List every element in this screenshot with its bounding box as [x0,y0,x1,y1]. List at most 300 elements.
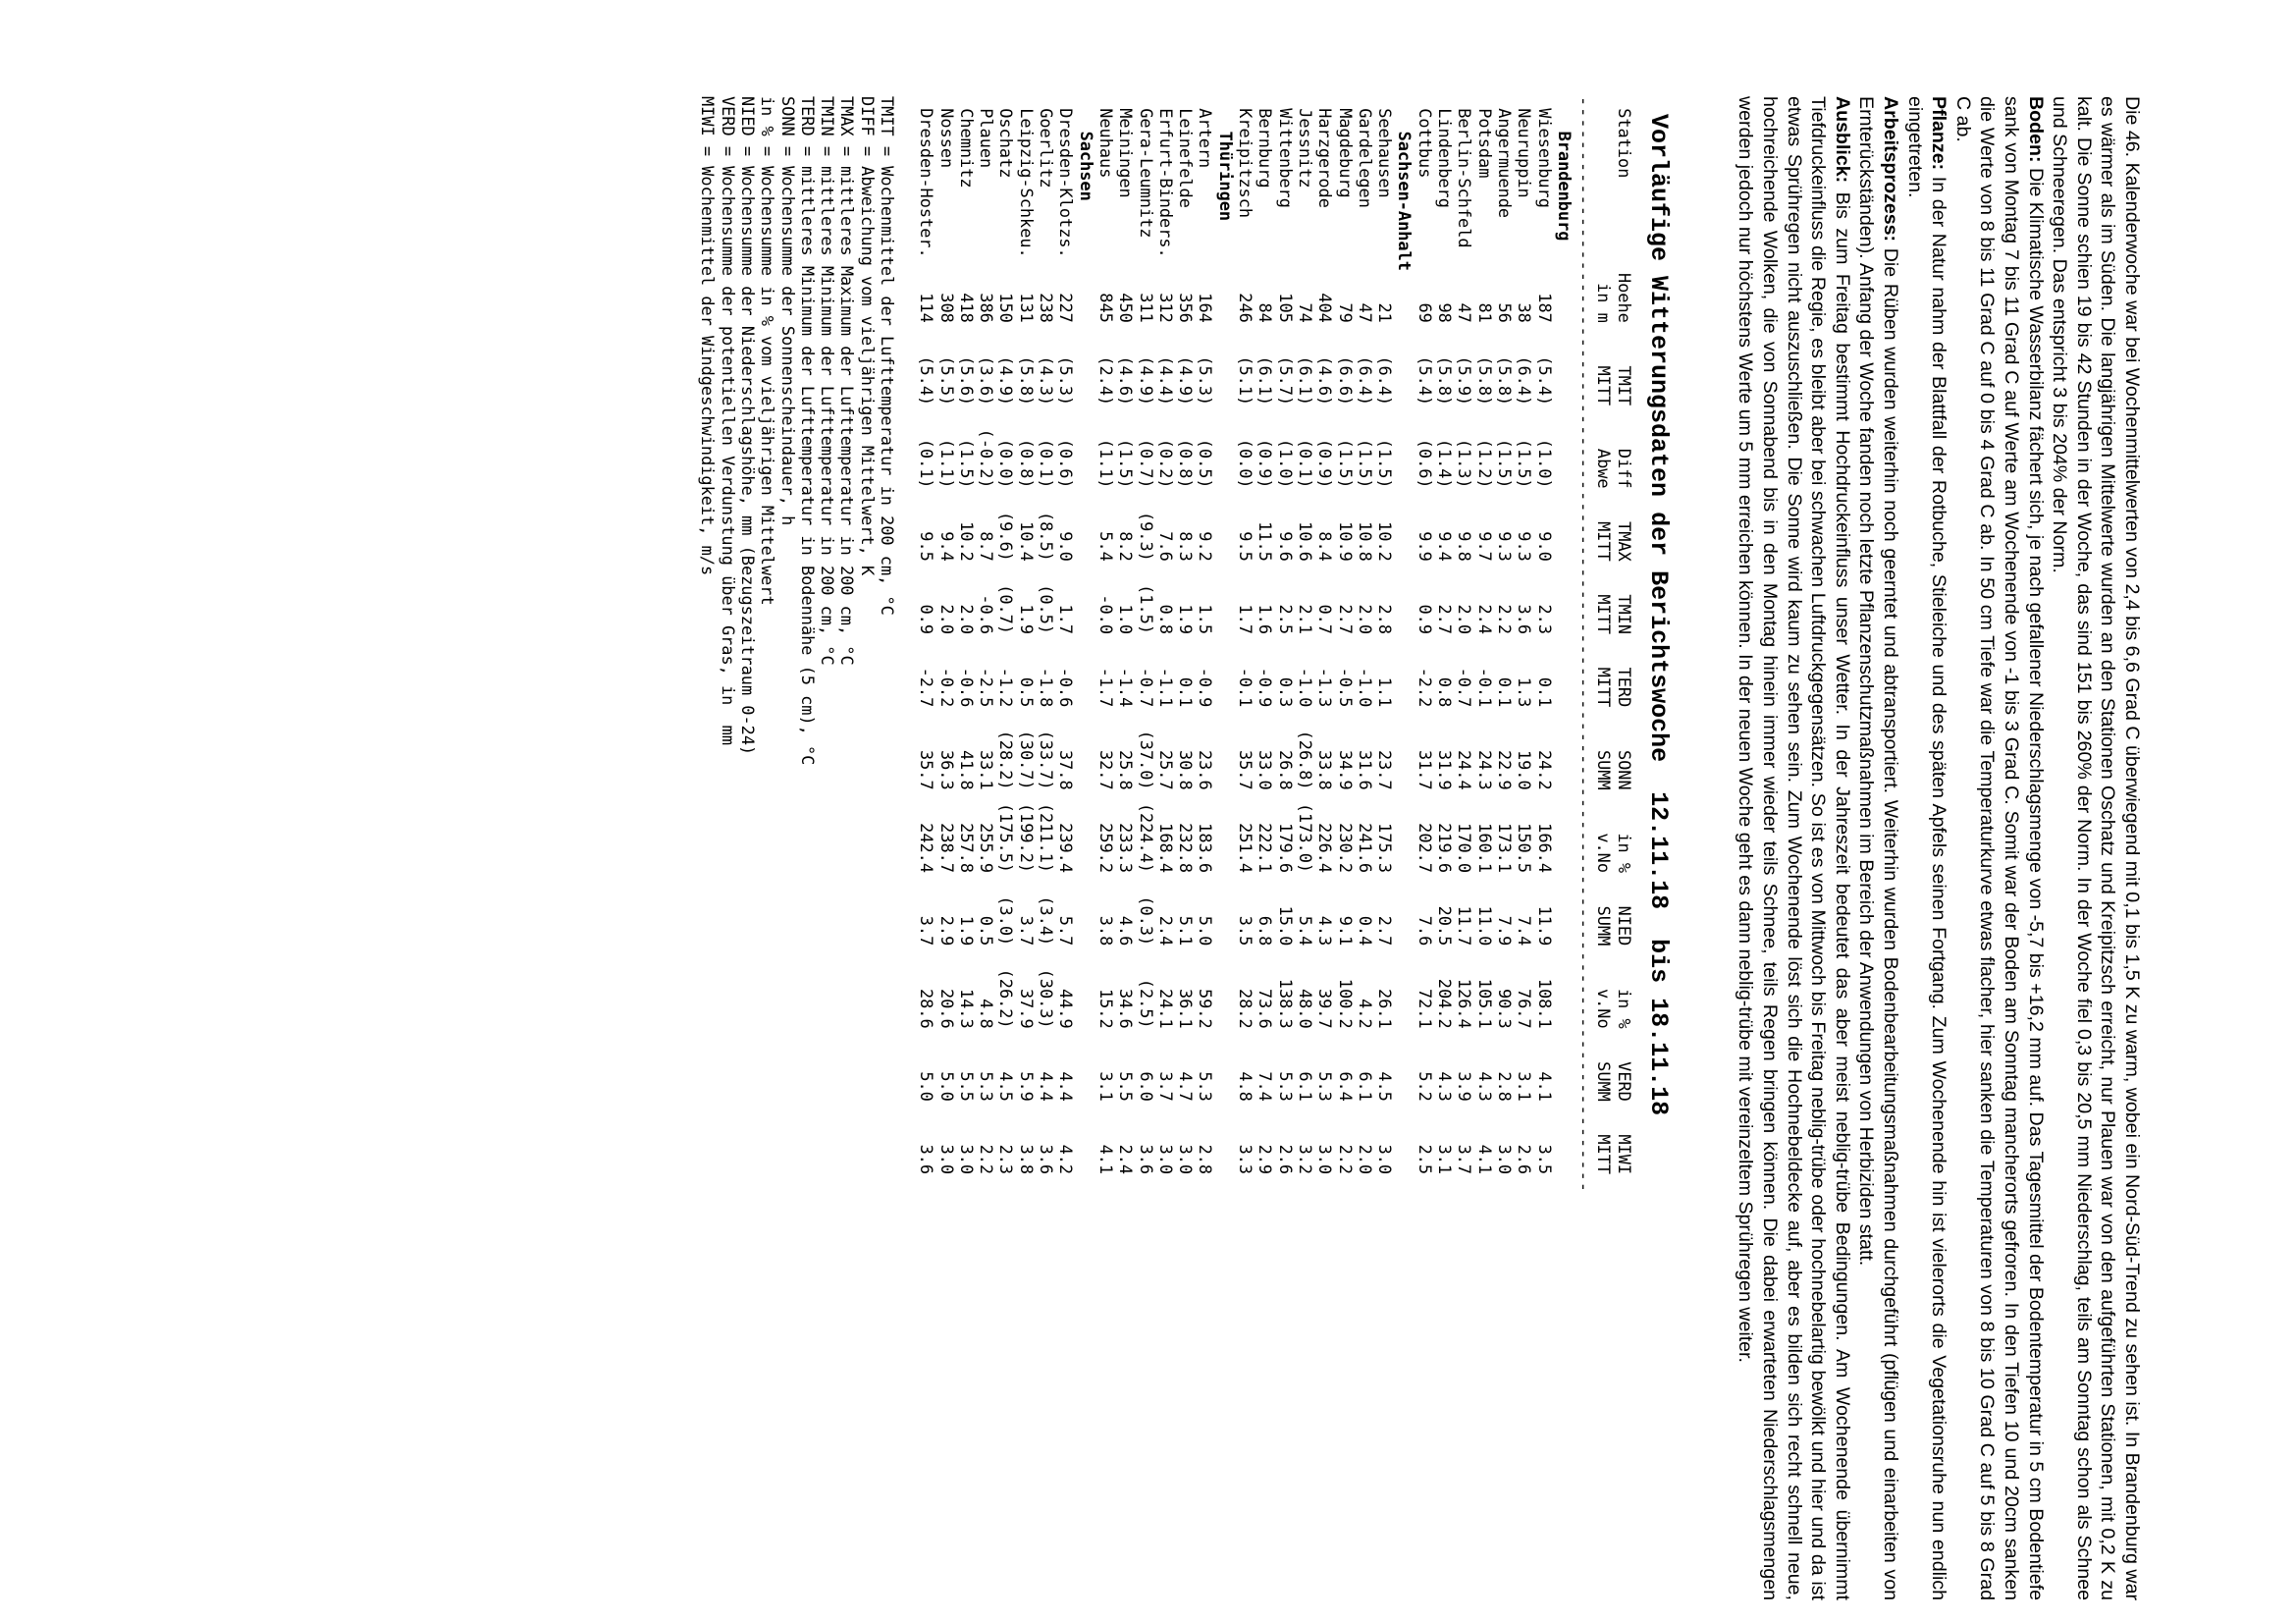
table-cell: 90.3 [1494,988,1515,1029]
table-row [1096,96,1116,1569]
station-name: Gardelegen [1355,108,1375,208]
table-cell: (5.4) [917,355,937,406]
table-cell: 138.3 [1275,978,1296,1029]
station-name: Plauen [977,108,997,169]
table-cell: 0.3 [1275,676,1296,708]
table-cell: 1.9 [956,915,977,947]
state-heading: Thüringen [1215,131,1236,222]
table-cell: 33.8 [1315,749,1336,790]
table-cell: 11.9 [1534,905,1555,947]
table-row [1495,96,1515,1569]
table-cell: 44.9 [1056,988,1077,1029]
table-cell: 241.6 [1355,823,1375,874]
table-row [1296,96,1315,1569]
station-name: Artern [1196,108,1216,169]
table-cell: 0.5 [977,915,997,947]
table-cell: (3.0) [996,895,1017,947]
paragraph-label: Arbeitsprozess: [1880,96,1902,243]
table-cell: 3.6 [917,1144,937,1175]
table-row [1415,96,1434,1569]
table-cell: 47 [1355,302,1375,323]
table-cell: 5.3 [1315,1071,1336,1102]
table-cell: (3.6) [977,355,997,406]
table-cell: 238 [1037,293,1057,323]
column-header: TMIT [1614,365,1634,406]
table-divider: ---------------------------------------------------------------------------------------------------- [1575,96,1595,1193]
table-cell: (9.6) [996,511,1017,562]
table-cell: 10.2 [1375,521,1396,562]
station-name: Lindenberg [1435,108,1456,208]
table-cell: -1.1 [1155,667,1176,708]
table-cell: 9.9 [1415,531,1435,562]
table-cell: (5.8) [1435,355,1456,406]
table-cell: -1.0 [1295,667,1315,708]
table-row [1116,96,1136,1569]
table-cell: 8.7 [977,531,997,562]
table-cell: 2.2 [1335,1144,1356,1175]
table-cell: (5.3) [1056,355,1077,406]
table-cell: -0.1 [1236,667,1256,708]
table-cell: 98 [1435,302,1456,323]
table-row [1037,96,1056,1569]
paragraph-text: Die 46. Kalenderwoche war bei Wochenmittelwerten von 2,4 bis 6,6 Grad C überwiegend mit 0,1 bis 1,5 K zu warm, wobei ein Nord-Süd-Trend zu sehen ist. In Brandenburg war es wärmer als im Süden. Die langjährigen Mittelwerte wurden an den Stationen Oschatz und Kreipitzsch erreicht, nur Plauen war von den aufgeführten Stationen, mit 0,2 K zu kalt. Die Sonne schien 19 bis 42 Stunden in der Woche, das sind 151 bis 260% der Norm. In der Woche fiel 0,3 bis 20,5 mm Niederschlag, teils am Sonntag schon als Schnee und Schneeregen. Das entspricht 3 bis 204% der Norm. [2049,96,2143,1600]
table-header [1594,96,1634,1569]
table-cell: 76.7 [1515,988,1535,1029]
table-cell: (4.6) [1315,355,1336,406]
table-row [1136,96,1155,1569]
table-row [1255,96,1275,1569]
table-cell: (0.9) [1255,438,1276,489]
table-cell: 226.4 [1315,823,1336,874]
column-header: Station [1614,108,1634,179]
state-heading: Brandenburg [1554,131,1575,242]
table-cell: (33.7) [1037,730,1057,790]
column-header: MITT [1594,521,1615,562]
table-row [1196,96,1215,1569]
table-cell: 5.7 [1056,915,1077,947]
station-name: Chemnitz [956,108,977,189]
paragraph [1902,96,1950,1600]
table-cell: 19.0 [1515,749,1535,790]
table-row [936,96,956,1569]
table-row [1056,96,1076,1569]
table-row [1176,96,1196,1569]
table-cell: 3.8 [1095,915,1116,947]
table-cell: -0.5 [1335,667,1356,708]
table-cell: 164 [1196,293,1216,323]
paragraph [1950,96,2047,1600]
table-cell: 23.7 [1375,749,1396,790]
paragraph [1854,96,1902,1600]
table-cell: (0.9) [1315,438,1336,489]
table-cell: 6.8 [1255,915,1276,947]
table-cell: 34.9 [1335,749,1356,790]
table-cell: 2.3 [1534,604,1555,635]
table-cell: 48.0 [1295,988,1315,1029]
table-cell: 2.8 [1375,604,1396,635]
column-header: TMAX [1614,521,1634,562]
table-cell: 3.7 [1155,1071,1176,1102]
header-row [1614,96,1633,1569]
table-cell: (1.4) [1435,438,1456,489]
table-row [1455,96,1474,1569]
table-cell: (5.8) [1474,355,1495,406]
table-cell: (2.5) [1136,978,1156,1029]
table-cell: 3.0 [1176,1144,1197,1175]
table-cell: 28.6 [917,988,937,1029]
table-cell: (4.3) [1037,355,1057,406]
table-cell: (6.4) [1375,355,1396,406]
table-cell: (5.8) [1016,355,1037,406]
table-cell: 9.0 [1534,531,1555,562]
legend-line: VERD = Wochensumme der potentiellen Verdunstung über Gras, in mm [718,96,738,745]
table-cell: (0.1) [917,438,937,489]
table-cell: 386 [977,293,997,323]
table-cell: 3.0 [1155,1144,1176,1175]
table-cell: -1.0 [1355,667,1375,708]
table-cell: (1.5) [1355,438,1375,489]
table-cell: 246 [1236,293,1256,323]
table-cell: 4.3 [1315,915,1336,947]
table-cell: 2.6 [1275,1144,1296,1175]
table-cell: 166.4 [1534,823,1555,874]
station-name: Leinefelde [1176,108,1197,208]
table-row [1156,96,1176,1569]
table-cell: 5.0 [917,1071,937,1102]
table-cell: 179.6 [1275,823,1296,874]
table-cell: 4.8 [1236,1071,1256,1102]
column-header: Diff [1614,448,1634,489]
table-row [1275,96,1295,1569]
table-cell: 2.3 [996,1144,1017,1175]
table-cell: (1.5) [1375,438,1396,489]
table-cell: (1.2) [1474,438,1495,489]
table-cell: 9.7 [1474,531,1495,562]
table-cell: 21 [1375,302,1396,323]
table-row [1017,96,1037,1569]
legend-line: in % = Wochensumme in % vom vieljährigen Mittelwert [758,96,778,606]
table-cell: (1.5) [1136,584,1156,635]
table-cell: (1.5) [1116,438,1137,489]
table-cell: -0.2 [936,667,957,708]
table-cell: 0.1 [1494,676,1515,708]
table-cell: (199.2) [1016,802,1037,874]
table-cell: (0.0) [1236,438,1256,489]
table-cell: (6.4) [1355,355,1375,406]
table-row [1534,96,1554,1569]
table-cell: 4.1 [1474,1144,1495,1175]
table-cell: (30.7) [1016,730,1037,790]
legend [698,96,897,1569]
table-cell: 170.0 [1455,823,1475,874]
table-cell: 418 [956,293,977,323]
table-cell: -0.9 [1255,667,1276,708]
table-cell: (-0.2) [977,428,997,489]
table-cell: (6.4) [1515,355,1535,406]
table-cell: -1.8 [1037,667,1057,708]
table-cell: 11.5 [1255,521,1276,562]
table-cell: 10.2 [956,521,977,562]
table-cell: 183.6 [1196,823,1216,874]
table-cell: 0.9 [1415,604,1435,635]
table-cell: 3.8 [1016,1144,1037,1175]
table-cell: 4.3 [1474,1071,1495,1102]
station-name: Dresden-Hoster. [917,108,937,258]
table-cell: 26.8 [1275,749,1296,790]
paragraph-label: Boden: [2024,96,2047,163]
table-cell: 1.3 [1515,676,1535,708]
table-cell: (0.8) [1016,438,1037,489]
table-cell: (0.2) [1155,438,1176,489]
legend-line: DIFF = Abweichung vom vieljährigen Mittelwert, K [857,96,878,576]
table-cell: 9.0 [1056,531,1077,562]
table-cell: 126.4 [1455,978,1475,1029]
table-cell: 30.8 [1176,749,1197,790]
table-cell: 5.5 [956,1071,977,1102]
table-cell: 35.7 [1236,749,1256,790]
table-cell: 3.0 [936,1144,957,1175]
table-title: Vorläufige Witterungsdaten der Berichtswoche 12.11.18 bis 18.11.18 [1644,114,1673,1116]
table-cell: 2.4 [1116,1144,1137,1175]
table-cell: 108.1 [1534,978,1555,1029]
table-cell: (5.8) [1494,355,1515,406]
table-cell: 31.9 [1435,749,1456,790]
table-cell: 4.2 [1355,999,1375,1029]
table-cell: 1.7 [1056,604,1077,635]
table-cell: (5.5) [936,355,957,406]
table-cell: (0.3) [1136,895,1156,947]
table-cell: 233.3 [1116,823,1137,874]
table-cell: (1.0) [1534,438,1555,489]
table-cell: 2.9 [936,915,957,947]
table-cell: 3.9 [1455,1071,1475,1102]
table-cell: (26.2) [996,968,1017,1029]
table-cell: 15.0 [1275,905,1296,947]
table-cell: 33.1 [977,749,997,790]
table-cell: 36.1 [1176,988,1197,1029]
table-cell: 4.3 [1435,1071,1456,1102]
table-cell: 9.1 [1335,915,1356,947]
state-heading: Sachsen-Anhalt [1395,131,1415,271]
table-cell: -0.6 [1056,667,1077,708]
table-cell: -1.2 [996,667,1017,708]
table-cell: 24.2 [1534,749,1555,790]
table-cell: 10.6 [1295,521,1315,562]
table-cell: -0.6 [956,667,977,708]
table-cell: 32.7 [1095,749,1116,790]
table-cell: -2.5 [977,667,997,708]
table-cell: 28.2 [1236,988,1256,1029]
table-cell: 15.2 [1095,988,1116,1029]
table-cell: (5.3) [1196,355,1216,406]
table-cell: 2.0 [1355,1144,1375,1175]
table-cell: 5.0 [1196,915,1216,947]
table-cell: (5.6) [956,355,977,406]
table-cell: 34.6 [1116,988,1137,1029]
paragraph [1734,96,1854,1600]
table-cell: 9.5 [917,531,937,562]
table-cell: 3.0 [1494,1144,1515,1175]
table-cell: 2.4 [1474,604,1495,635]
table-cell: -0.6 [977,594,997,635]
table-cell: 3.7 [1016,915,1037,947]
table-cell: 2.2 [1494,604,1515,635]
table-cell: (1.1) [1095,438,1116,489]
station-name: Bernburg [1255,108,1276,189]
station-name: Cottbus [1415,108,1435,179]
table-cell: -0.0 [1095,594,1116,635]
table-cell: 14.3 [956,988,977,1029]
table-cell: 404 [1315,293,1336,323]
table-cell: 8.4 [1315,531,1336,562]
table-cell: 3.1 [1515,1071,1535,1102]
table-cell: (4.9) [1176,355,1197,406]
table-cell: (1.3) [1455,438,1475,489]
table-cell: 69 [1415,302,1435,323]
table-cell: 160.1 [1474,823,1495,874]
station-name: Goerlitz [1037,108,1057,189]
table-cell: 4.5 [1375,1071,1396,1102]
table-cell: 47 [1455,302,1475,323]
table-cell: 1.9 [1016,604,1037,635]
table-cell: 5.5 [1116,1071,1137,1102]
table-cell: 31.6 [1355,749,1375,790]
table-cell: 2.7 [1435,604,1456,635]
station-name: Jessnitz [1295,108,1315,189]
report-text [1734,96,2144,1600]
table-cell: 2.2 [977,1144,997,1175]
table-cell: 2.0 [956,604,977,635]
table-cell: 1.6 [1255,604,1276,635]
table-cell: -0.9 [1196,667,1216,708]
column-header: Abwe [1594,448,1615,489]
table-cell: (3.4) [1037,895,1057,947]
table-cell: -0.7 [1136,667,1156,708]
table-cell: (175.5) [996,802,1017,874]
table-cell: (0.6) [1415,438,1435,489]
table-cell: (1.1) [936,438,957,489]
state-heading: Sachsen [1076,131,1096,201]
table-cell: 2.5 [1275,604,1296,635]
table-body [917,96,1575,1569]
table-cell: (0.5) [1037,584,1057,635]
station-name: Wittenberg [1275,108,1296,208]
table-cell: 204.2 [1435,978,1456,1029]
table-cell: 2.1 [1295,604,1315,635]
table-cell: 105 [1275,293,1296,323]
table-cell: 2.7 [1335,604,1356,635]
table-cell: 6.4 [1335,1071,1356,1102]
column-header: v.No [1594,833,1615,874]
table-cell: 131 [1016,293,1037,323]
table-cell: -1.3 [1315,667,1336,708]
paragraph-text: Die Klimatische Wasserbilanz fächert sich, je nach gefallener Niederschlagsmenge von -5,7 bis +16,2 mm auf. Das Tagesmittel der Bodentemperatur in 5 cm Bodentiefe sank von Montag 7 bis 11 Grad C auf Werte am Wochenende von -1 bis 3 Grad C. Somit war der Boden am Sonntag mancherorts gefroren. In den Tiefen 10 und 20cm sanken die Werte von 8 bis 11 Grad C auf 0 bis 4 Grad C ab. In 50 cm Tiefe war die Temperaturkurve etwas flacher, hier sanken die Temperaturen von 8 bis 10 Grad C auf 5 bis 8 Grad C ab. [1951,96,2047,1600]
table-cell: 10.4 [1016,521,1037,562]
table-cell: 227 [1056,293,1077,323]
table-cell: 7.6 [1155,531,1176,562]
paragraph-text: Bis zum Freitag bestimmt Hochdruckeinfluss unser Wetter. In der Jahreszeit bedeutet das aber meist neblig-trübe Bedingungen. Am Wochenende übernimmt Tiefdruckeinfluss die Regie, es bleibt aber bei schwachen Luftdruckgegensätzen. So ist es von Mittwoch bis Freitag neblig-trübe oder hochnebelartig bewölkt und hier und da ist etwas Sprühregen nicht auszuschließen. Die Sonne wird kaum zu sehen sein. Zum Wochenende löst sich die Hochnebeldecke auf, aber es bilden sich recht schnell neue, hochreichende Wolken, die von Sonnabend bis in den Montag hinein immer wieder teils Schnee, teils Regen bringen können. Die dabei erwarteten Niederschlagsmengen werden jedoch nur höchstens Werte um 5 mm erreichen können. In der neuen Woche geht es dann neblig-trübe mit vereinzeltem Sprühregen weiter. [1735,96,1853,1600]
table-cell: 219.6 [1435,823,1456,874]
table-cell: 3.1 [1095,1071,1116,1102]
table-cell: 3.7 [1455,1144,1475,1175]
table-cell: 5.4 [1295,915,1315,947]
table-cell: 311 [1136,293,1156,323]
table-cell: 35.7 [917,749,937,790]
table-cell: 26.1 [1375,988,1396,1029]
table-cell: (4.6) [1116,355,1137,406]
table-cell: -1.4 [1116,667,1137,708]
table-cell: 5.3 [1275,1071,1296,1102]
table-cell: -0.1 [1474,667,1495,708]
column-header: SONN [1614,749,1634,790]
table-cell: 56 [1494,302,1515,323]
table-cell: 1.0 [1116,604,1137,635]
table-cell: 10.8 [1355,521,1375,562]
table-cell: (0.7) [1136,438,1156,489]
table-row [1236,96,1255,1569]
table-cell: 3.0 [956,1144,977,1175]
table-cell: 2.7 [1375,915,1396,947]
paragraph-text: In der Natur nahm der Blattfall der Rotbuche, Stieleiche und des späten Apfels seinen Fortgang. Zum Wochenende hin ist vielerorts die Vegetationsruhe nun endlich eingetreten. [1903,96,1950,1600]
table-cell: 308 [936,293,957,323]
table-cell: 72.1 [1415,988,1435,1029]
table-cell: 9.4 [1435,531,1456,562]
table-cell: (5.4) [1534,355,1555,406]
table-cell: 4.4 [1037,1071,1057,1102]
table-cell: 5.3 [1196,1071,1216,1102]
table-cell: (28.2) [996,730,1017,790]
table-cell: 24.4 [1455,749,1475,790]
table-cell: 2.6 [1515,1144,1535,1175]
table-cell: 23.6 [1196,749,1216,790]
column-header: Hoehe [1614,272,1634,323]
paragraph-label: Pflanze: [1928,96,1950,171]
table-cell: 37.8 [1056,749,1077,790]
table-cell: 187 [1534,293,1555,323]
table-cell: (5.7) [1275,355,1296,406]
table-cell: 257.8 [956,823,977,874]
table-cell: 6.1 [1355,1071,1375,1102]
table-cell: 3.5 [1534,1144,1555,1175]
table-cell: 74 [1295,302,1315,323]
table-cell: 0.1 [1534,676,1555,708]
table-cell: 5.3 [977,1071,997,1102]
table-cell: 6.0 [1136,1071,1156,1102]
table-cell: 3.7 [917,915,937,947]
table-cell: 356 [1176,293,1197,323]
column-header: MITT [1594,594,1615,635]
legend-line: SONN = Wochensumme der Sonnenscheindauer, h [777,96,798,526]
table-cell: 1.9 [1176,604,1197,635]
table-cell: (0.8) [1176,438,1197,489]
table-row [917,96,936,1569]
table-cell: 24.1 [1155,988,1176,1029]
table-cell: 222.1 [1255,823,1276,874]
table-cell: 37.9 [1016,988,1037,1029]
table-cell: 7.4 [1515,915,1535,947]
table-cell: 3.6 [1037,1144,1057,1175]
paragraph-text: Die Rüben wurden weiterhin noch geerntet und abtransportiert. Weiterhin wurden Bodenbearbeitungsmaßnahmen durchgeführt (pflügen und einarbeiten von Ernterückständen). Anfang der Woche fanden noch letzte Pflanzenschutzmaßnahmen im Bereich der Anwendungen von Herbiziden statt. [1855,96,1902,1600]
table-cell: 3.5 [1236,915,1256,947]
table-cell: 2.4 [1155,915,1176,947]
table-cell: 8.3 [1176,531,1197,562]
table-cell: 38 [1515,302,1535,323]
table-cell: 168.4 [1155,823,1176,874]
table-cell: (4.9) [996,355,1017,406]
table-row [1335,96,1355,1569]
table-cell: 2.0 [936,604,957,635]
table-cell: (30.3) [1037,968,1057,1029]
